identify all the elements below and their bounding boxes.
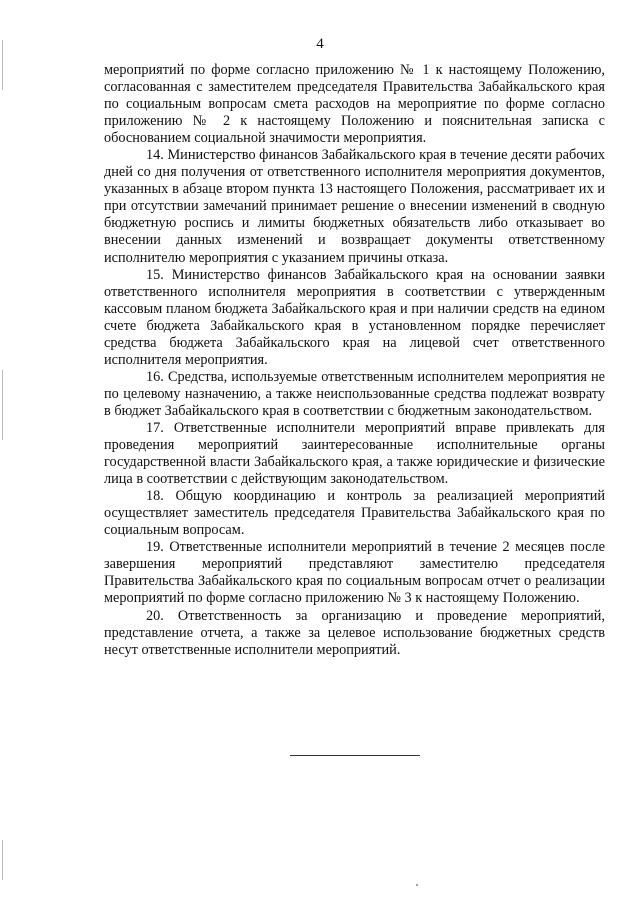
paragraph-18: 18. Общую координацию и контроль за реализацией мероприятий осуществляет заместитель председателя Правительства Забайкальского края по социальным вопросам. <box>104 488 605 539</box>
paragraph-15: 15. Министерство финансов Забайкальского края на основании заявки ответственного исполнителя мероприятия в соответствии с утвержденным кассовым планом бюджета Забайкальского края и при наличии средств на едином счете бюджета Забайкальского края в установленном порядке перечисляет средства бюджета Забайкальского края на лицевой счет ответственного исполнителя мероприятия. <box>104 266 605 368</box>
paragraph-19: 19. Ответственные исполнители мероприятий в течение 2 месяцев после завершения мероприятий представляют заместителю председателя Правительства Забайкальского края по социальным вопросам отчет о реализации мероприятий по форме согласно приложению № 3 к настоящему Положению. <box>104 539 605 607</box>
scan-edge-mark <box>2 370 3 440</box>
document-body <box>104 62 605 659</box>
page-number: 4 <box>316 36 324 52</box>
paragraph-16: 16. Средства, используемые ответственным исполнителем мероприятия не по целевому назначению, а также неиспользованные средства подлежат возврату в бюджет Забайкальского края в соответствии с бюджетным законодательством. <box>104 368 605 419</box>
end-divider-line <box>290 755 420 756</box>
scan-edge-mark <box>2 40 3 90</box>
scan-speck <box>416 884 418 886</box>
paragraph-13-continuation: мероприятий по форме согласно приложению № 1 к настоящему Положению, согласованная с заместителем председателя Правительства Забайкальского края по социальным вопросам смета расходов на мероприятие по форме согласно приложению № 2 к настоящему Положению и пояснительная записка с обоснованием социальной значимости мероприятия. <box>104 62 605 147</box>
scan-edge-mark <box>2 840 3 880</box>
paragraph-17: 17. Ответственные исполнители мероприятий вправе привлекать для проведения мероприятий заинтересованные исполнительные органы государственной власти Забайкальского края, а также юридические и физические лица в соответствии с действующим законодательством. <box>104 419 605 488</box>
paragraph-14: 14. Министерство финансов Забайкальского края в течение десяти рабочих дней со дня получения от ответственного исполнителя мероприятия документов, указанных в абзаце втором пункта 13 настоящего Положения, рассматривает их и при отсутствии замечаний принимает решение о внесении изменений в сводную бюджетную роспись и лимиты бюджетных обязательств либо отказывает во внесении данных изменений и возвращает документы ответственному исполнителю мероприятия с указанием причины отказа. <box>104 147 605 266</box>
paragraph-20: 20. Ответственность за организацию и проведение мероприятий, представление отчета, а также за целевое использование бюджетных средств несут ответственные исполнители мероприятий. <box>104 607 605 658</box>
